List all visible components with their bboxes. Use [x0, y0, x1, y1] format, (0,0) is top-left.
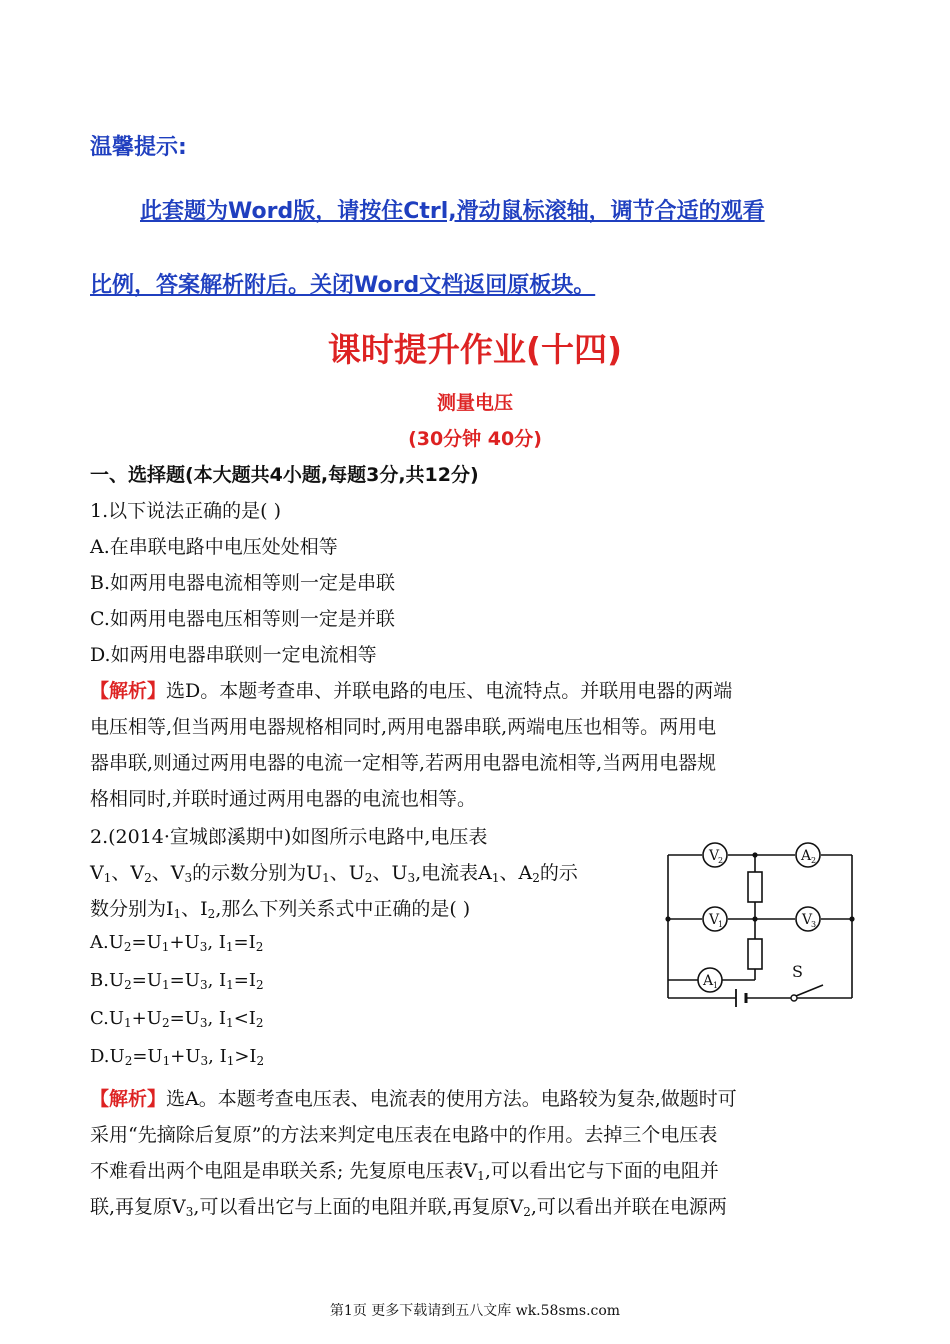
tip-line-1: 此套题为Word版，请按住Ctrl,滑动鼠标滚轴，调节合适的观看: [140, 199, 765, 224]
a1-label: A: [703, 973, 714, 989]
q2-analysis-line-1: [90, 1084, 737, 1111]
time-info: (30分钟 40分): [408, 428, 542, 450]
q1-option-a: A.在串联电路中电压处处相等: [90, 536, 338, 558]
v1-sub: 1: [718, 920, 724, 929]
page-subtitle: 测量电压: [436, 392, 513, 414]
a1-sub: 1: [713, 981, 719, 990]
v2-label: V: [709, 848, 720, 864]
q1-analysis-line-3: 器串联,则通过两用电器的电流一定相等,若两用电器电流相等,当两用电器规: [90, 752, 717, 774]
a2-label: A: [801, 848, 812, 864]
q2-analysis-line-3: 不难看出两个电阻是串联关系; 先复原电压表$V_1$,可以看出它与下面的电阻并: [90, 1160, 719, 1183]
q2-analysis-line-4: 联,再复原$V_3$,可以看出它与上面的电阻并联,再复原$V_2$,可以看出并联在电源两: [90, 1196, 727, 1219]
q2-option-b: $B.U_2=U_1=U_3$, $I_1=I_2$: [90, 970, 264, 992]
v3-sub: 3: [811, 920, 817, 929]
q1-option-d: D.如两用电器串联则一定电流相等: [90, 644, 377, 666]
v1-label: V: [709, 912, 720, 928]
q1-analysis-line-2: 电压相等,但当两用电器规格相同时,两用电器串联,两端电压也相等。两用电: [90, 716, 717, 738]
analysis-text: 选A。本题考查电压表、电流表的使用方法。电路较为复杂,做题时可: [166, 1088, 737, 1110]
circuit-diagram: [660, 835, 860, 1020]
section-heading: 一、选择题(本大题共4小题,每题3分,共12分): [90, 464, 479, 486]
switch-label: S: [792, 962, 803, 981]
q2-option-a: $A.U_2=U_1+U_3$, $I_1=I_2$: [90, 932, 264, 954]
page-footer: 第1页 更多下载请到五八文库 wk.58sms.com: [329, 1303, 621, 1319]
tip-title: 温馨提示:: [90, 135, 187, 160]
analysis-text: 选D。本题考查串、并联电路的电压、电流特点。并联用电器的两端: [166, 680, 733, 702]
q1-option-b: B.如两用电器电流相等则一定是串联: [90, 572, 396, 594]
q1-analysis-line-4: 格相同时,并联时通过两用电器的电流也相等。: [90, 788, 477, 810]
page-title: 课时提升作业(十四): [327, 330, 623, 369]
q2-stem-line-3: 数分别为$I_1$、$I_2$,那么下列关系式中正确的是( ): [90, 898, 471, 921]
q1-option-c: C.如两用电器电压相等则一定是并联: [90, 608, 395, 630]
q2-stem-line-2: $V_1$、$V_2$、$V_3$的示数分别为$U_1$、$U_2$、$U_3$,电流表$A_1$、$A_2$的示: [90, 862, 578, 885]
analysis-tag: 【解析】: [90, 1088, 167, 1110]
q2-option-d: $D.U_2=U_1+U_3$, $I_1>I_2$: [90, 1046, 265, 1068]
v3-label: V: [802, 912, 813, 928]
a2-sub: 2: [811, 856, 817, 865]
q1-analysis-line-1: [90, 676, 732, 703]
q1-stem: 1.以下说法正确的是( ): [90, 500, 281, 522]
v2-sub: 2: [718, 856, 724, 865]
q2-stem-line-1: 2.(2014·宣城郎溪期中)如图所示电路中,电压表: [90, 826, 488, 848]
q2-analysis-line-2: 采用“先摘除后复原”的方法来判定电压表在电路中的作用。去掉三个电压表: [90, 1124, 718, 1146]
analysis-tag: 【解析】: [90, 680, 167, 702]
q2-option-c: $C.U_1+U_2=U_3$, $I_1<I_2$: [90, 1008, 264, 1030]
tip-line-2: 比例，答案解析附后。关闭Word文档返回原板块。: [90, 273, 596, 298]
